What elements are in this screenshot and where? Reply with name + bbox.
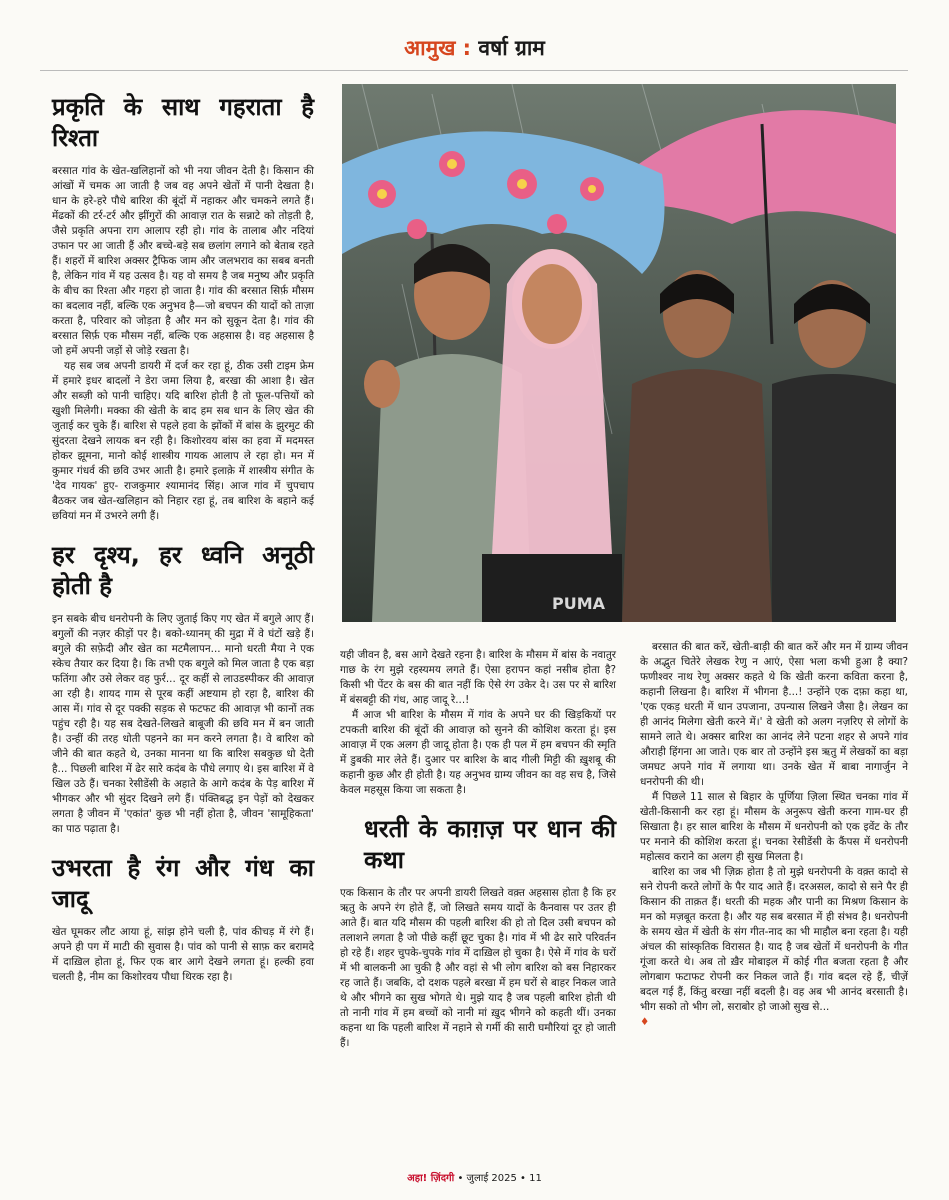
footer-brand: अहा! ज़िंदगी (407, 1173, 455, 1184)
column-right (640, 640, 908, 1030)
header-rule (40, 70, 908, 71)
column-middle (340, 648, 616, 1051)
footer-separator: • (457, 1173, 464, 1184)
rain-photo (342, 84, 896, 622)
paragraph: मैं आज भी बारिश के मौसम में गांव के अपने घर की खिड़कियों पर टपकती बारिश की बूंदों की आवाज़ को सुनने की कोशिश करता हूं। इस आवाज़ में एक अलग ही जादू होता है। एक ही पल में हम बचपन की स्मृति में डुबकी मार लेते हैं। दुआर पर बारिश के बाद गीली मिट्टी की ख़ुशबू की कहानी कुछ और ही होती है। यह अनुभव ग्राम्य जीवन का वह सच है, जिसे केवल महसूस किया जा सकता है। (340, 709, 616, 796)
section-title: वर्षा ग्राम (478, 36, 545, 60)
section-label: आमुख : (404, 36, 472, 60)
footer-separator: • (520, 1173, 526, 1184)
bag-label: PUMA (552, 594, 606, 613)
paragraph: बरसात की बात करें, खेती-बाड़ी की बात करें और मन में ग्राम्य जीवन के अद्भुत चितेरे लेखक रेणु न आएं, ऐसा भला कभी हुआ है क्या? फणीश्वर नाथ रेणु अक्सर कहते थे कि खेती करना कविता करना है, कहानी लिखना है। बारिश में भीगना है...! उन्होंने एक दफ़ा कहा था, 'एक एकड़ धरती में धान उपजाना, उपन्यास लिखने जैसा है। लेखन का ही आनंद मिलेगा खेती करने में।' वे खेती को अलग नज़रिए से लोगों के सामने लाते थे। अक्सर बारिश का आनंद लेने पटना शहर से अपने गांव औराही हिंगना आ जाते। एक बार तो उन्होंने इस ऋतु में लेखकों का बड़ा जमघट अपने गांव में लगाया था। उनके खेत में बाबा नागार्जुन ने धनरोपनी की थी। (640, 641, 908, 788)
paragraph: बरसात गांव के खेत-खलिहानों को भी नया जीवन देती है। किसान की आंखों में चमक आ जाती है जब वह अपने खेतों में पानी देखता है। धान के हरे-हरे पौधे बारिश की बूंदों में नहाकर और चमकने लगते हैं। मेंढकों की टर्र-टर्र और झींगुरों की आवाज़ रात के सन्नाटे को तोड़ती है, जैसे प्रकृति अपना राग आलाप रही हो। गांव के तालाब और नदियां उफान पर आ जाती हैं और बच्चे-बड़े सब छलांग लगाने को बेताब रहते हैं। शहरों में बारिश अक्सर ट्रैफिक जाम और जलभराव का सबब बनती है, लेकिन गांव में यह उत्सव है। यह वो समय है जब मनुष्य और प्रकृति के बीच का रिश्ता और गहरा हो जाता है। गांव की बरसात सिर्फ़ मौसम का बदलाव नहीं, बल्कि एक अनुभव है—जो बचपन की यादों को ताज़ा करता है, परिवार को जोड़ता है और मन को सुकून देता है। गांव की बरसात सिर्फ़ एक मौसम नहीं, बल्कि एक अहसास है। वह अहसास है जो हमें अपनी जड़ों से जोड़े रखता है। (52, 165, 314, 357)
paragraph: यह सब जब अपनी डायरी में दर्ज कर रहा हूं, ठीक उसी टाइम फ्रेम में हमारे इधर बादलों ने डेरा जमा लिया है, बरखा की आशा है। खेत और सब्ज़ी को पानी चाहिए। यदि बारिश होती है तो फूल-पत्तियों को खुशी मिलेगी। मक्का की खेती के बाद हम सब धान के लिए खेत की जुताई कर चुके हैं। बारिश से पहले हवा के झोंकों में बांस के झुरमुट की सुंदरता देखने लायक बन रही है। किशोरवय बांस का हवा में मदमस्त होकर झूमना, मानो कोई शास्त्रीय गायक आलाप ले रहा हो। मन में कुमार गंधर्व की छवि उभर आती है। हमारे इलाक़े में शास्त्रीय संगीत के 'देव गायक' हुए- राजकुमार श्यामानंद सिंह। आज गांव में चुपचाप बैठकर जब खेत-खलिहान को निहार रहा हूं, तब बारिश के बहाने कई छवियां मन में उभरने लगी हैं। (52, 360, 314, 522)
section-header (0, 34, 949, 62)
heading-drishya: हर दृश्य, हर ध्वनि अनूठी होती है (52, 541, 314, 600)
heading-rang-gandh: उभरता है रंग और गंध का जादू (52, 854, 314, 913)
page-number: 11 (529, 1173, 542, 1184)
paragraph: मैं पिछले 11 साल से बिहार के पूर्णिया ज़िला स्थित चनका गांव में खेती-किसानी कर रहा हूं। मौसम के अनुरूप खेती करना गाम-घर ही सिखाता है। हर साल बारिश के मौसम में धनरोपनी को एक इवेंट के तौर पर मनाने की कोशिश करता हूं। चनका रेसीडेंसी के कैंपस में धनरोपनी महोत्सव कराने का अलग ही सुख मिलता है। (640, 791, 908, 863)
heading-prakriti: प्रकृति के साथ गहराता है रिश्ता (52, 93, 314, 152)
footer-issue: जुलाई 2025 (466, 1173, 517, 1184)
paragraph: यही जीवन है, बस आगे देखते रहना है। बारिश के मौसम में बांस के नवातुर गाछ के रंग मुझे रहस्यमय लगते हैं। ऐसा हरापन कहां नसीब होता है? किसी भी पेंटर के बस की बात नहीं कि ऐसे रंग उकेर दे। उस पर से बारिश में बंसबट्टी की गंध, आह जादू रे...! (340, 649, 616, 706)
paragraph: एक किसान के तौर पर अपनी डायरी लिखते वक़्त अहसास होता है कि हर ऋतु के अपने रंग होते हैं, जो लिखते समय यादों के कैनवास पर उतर ही आते हैं। बात यदि मौसम की पहली बारिश की हो तो दिल उसी बचपन को तलाशने लगता है जो पीछे कहीं छूट चुका है। गांव में भी ढेर सारे परिवर्तन हो रहे हैं। शहर चुपके-चुपके गांव में दाख़िल हो चुका है। ऐसे में गांव के घरों में भी बालकनी आ चुकी है और वहां से भी लोग बारिश को बस निहारकर रह जाते हैं। जबकि, दो दशक पहले बरखा में हम घरों से बाहर निकल जाते थे और भीगने का सुख भोगते थे। मुझे याद है जब पहली बारिश होती थी तो नानी गांव में हम बच्चों को नानी मां ख़ुद भीगने को कहती थीं। उनका कहना था कि पहली बारिश में नहाने से गर्मी की सारी घमौरियां दूर हो जाती हैं। (340, 887, 616, 1049)
paragraph: खेत घूमकर लौट आया हूं, सांझ होने चली है, पांव कीचड़ में रंगे हैं। अपने ही पग में माटी की सुवास है। पांव को पानी से साफ़ कर बरामदे में दाख़िल होता हूं, फिर एक बार आगे देखने लगता हूं। हल्की हवा चलती है, नीम का किशोरवय पौधा थिरक रहा है। (52, 926, 314, 983)
page-footer (0, 1170, 949, 1184)
paragraph: बारिश का जब भी ज़िक्र होता है तो मुझे धनरोपनी के वक़्त कादो से सने रोपनी करते लोगों के पैर याद आते हैं। दरअसल, कादो से सने पैर ही किसान की ताक़त हैं। धरती की महक और पानी का मिश्रण किसान के मन को मज़बूत करता है। और यह सब बरसात में ही संभव है। धनरोपनी के समय खेत में खेती के संग गीत-नाद का भी माहौल बना रहता है। यही अंचल की सांस्कृतिक विरासत है। याद है जब खेतों में धनरोपनी के गीत गूंजा करते थे। अब तो ख़ैर मोबाइल में कोई गीत बजता रहता है और लोगबाग फटाफट रोपनी कर निकल जाते हैं। गांव बदल रहे हैं, चीज़ें बदल गई हैं, किंतु बरखा नहीं बदली है। वह अब भी आनंद बरसाती है। भीग सको तो भीग लो, सराबोर हो जाओ सुख से... (640, 866, 908, 1013)
end-mark-icon: ♦ (640, 1016, 650, 1028)
heading-dharti: धरती के काग़ज़ पर धान की कथा (364, 815, 616, 874)
paragraph: इन सबके बीच धनरोपनी के लिए जुताई किए गए खेत में बगुले आए हैं। बगुलों की नज़र कीड़ों पर है। बको-ध्यानम् की मुद्रा में वे घंटों खड़े हैं। बगुले की सफ़ेदी और खेत का मटमैलापन... मानो धरती मैया ने एक स्केच तैयार कर दिया है। कि तभी एक बगुले को मिल जाता है एक बड़ा फतिंगा और उसे लेकर वह फुर्र... दूर कहीं से लाउडस्पीकर की आवाज़ आ रही है। शायद गाम से पूरब कहीं अष्टयाम हो रहा है, बारिश की आस में। गांव से दूर पक्की सड़क से फटफट की आवाज़ भी कानों तक पहुंच रही है। यह सब देखते-लिखते बाबूजी की छवि मन में बन जाती है। उन्हीं की तरह धोती पहनने का मन करने लगता है। वे बारिश को जीने की बात कहते थे, उनका मानना था कि बारिश सबकुछ धो देती है... पिछली बारिश में ढेर सारे कदंब के पौधे लगाए थे। इस बारिश में वे खिल उठे हैं। चनका रेसीडेंसी के अहाते के आगे कदंब के पेड़ बारिश में भीगकर और भी सुंदर दिखने लगे हैं। पंक्तिबद्ध इन पेड़ों को देखकर लगता है जीवन में 'एकांत' कुछ भी नहीं होता है, जीवन 'सामूहिकता' का पाठ पढ़ाता है। (52, 613, 314, 835)
column-left (52, 92, 314, 985)
